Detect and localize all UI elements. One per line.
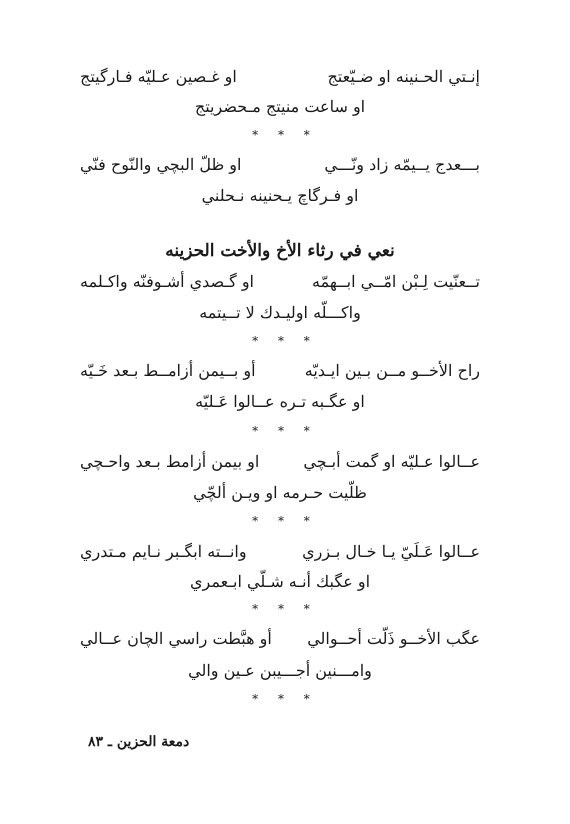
verse-first-hemistich: عــالوا عـليّه او گمت أبـچي: [303, 451, 480, 471]
page-footer: دمعة الحزين ـ ٨٣: [88, 734, 190, 750]
verse-refrain: او عگبك أنـه شـلّي ابـعمري: [190, 571, 371, 591]
stanza-separator: * * *: [252, 514, 318, 528]
verse-refrain: او فـرگاچ يـحنينه نـحلني: [201, 185, 359, 205]
stanza-separator: * * *: [252, 424, 318, 438]
verse-line: [80, 624, 480, 652]
verse-first-hemistich: عــالوا عَـلَيّ يـا خـال بـزري: [302, 541, 480, 561]
verse-line: [80, 62, 480, 90]
verse-second-hemistich: أو بــيمن أزامــط بـعد خَـيّه: [80, 360, 256, 380]
verse-line: [80, 447, 480, 475]
verse-line: [80, 656, 480, 684]
stanza-separator: * * *: [252, 128, 318, 142]
verse-first-hemistich: راح الأخــو مــن بـين ايـديّه: [304, 360, 480, 380]
verse-line: [80, 298, 480, 326]
verse-line: [80, 478, 480, 506]
verse-second-hemistich: أو هبَّطت راسي الچان عــالي: [80, 628, 272, 648]
verse-second-hemistich: او گـصدي أشـوفنّه واكـلمه: [80, 271, 254, 291]
stanza-separator: * * *: [252, 334, 318, 348]
verse-refrain: ظلّيت حـرمه او ويـن ألچّي: [193, 482, 367, 502]
verse-first-hemistich: إنـتي الحـنينه او ضـيّعتج: [327, 66, 480, 86]
verse-first-hemistich: تــعنّيت لِـبْن امّــي ابــهمّه: [312, 271, 480, 291]
verse-line: [80, 181, 480, 209]
verse-line: [80, 150, 480, 178]
verse-refrain: او ساعت منيتج مـحضريتج: [194, 96, 366, 116]
verse-line: [80, 537, 480, 565]
verse-refrain: وامـــنين أجـــيبن عـين والي: [188, 660, 372, 680]
verse-first-hemistich: عگب الأخــو ذَلّت أحــوالي: [307, 628, 480, 648]
verse-line: [80, 387, 480, 415]
verse-line: [80, 567, 480, 595]
verse-second-hemistich: او ظلّ البچي والنّوح فنّي: [80, 154, 242, 174]
verse-second-hemistich: او بيمن أزامط بـعد واحـچي: [80, 451, 260, 471]
verse-second-hemistich: او غـصين عـليّه فـارگيتج: [80, 66, 237, 86]
verse-line: [80, 92, 480, 120]
verse-refrain: واكـــلّه اوليـدك لا تــيتمه: [199, 302, 361, 322]
verse-first-hemistich: بـــعدج يــيمّه زاد ونّـــي: [324, 154, 480, 174]
verse-refrain: او عگـبه تـره عــالوا عَـليّه: [195, 391, 365, 411]
stanza-separator: * * *: [252, 602, 318, 616]
verse-line: [80, 267, 480, 295]
stanza-separator: * * *: [252, 692, 318, 706]
verse-second-hemistich: وانــته ابگـبر نـايم مـتدري: [80, 541, 247, 561]
verse-line: [80, 356, 480, 384]
poem-heading: نعي في رثاء الأخ والأخت الحزينه: [165, 241, 395, 261]
